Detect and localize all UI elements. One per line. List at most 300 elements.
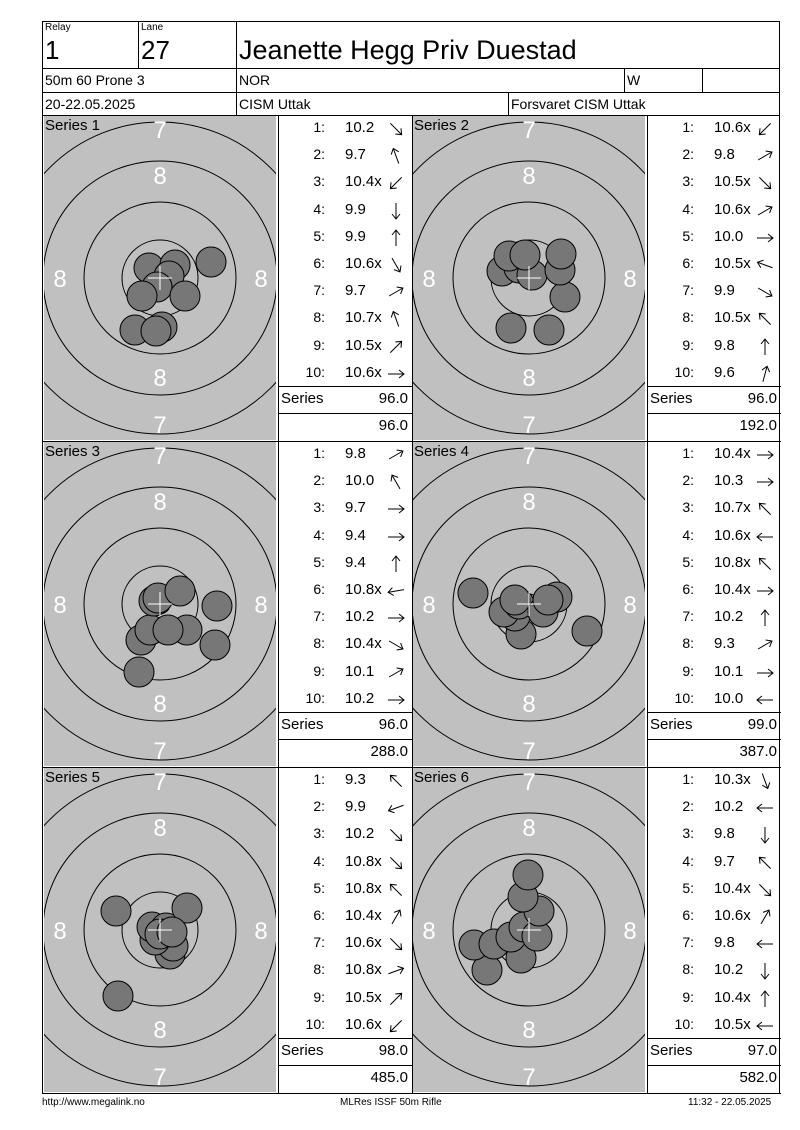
shot-hit — [200, 630, 230, 660]
ring-label: 8 — [254, 266, 268, 293]
target-diagram — [413, 116, 645, 440]
direction-arrow-icon — [385, 691, 407, 709]
competition-name: CISM Uttak — [239, 96, 311, 112]
ring-label: 7 — [522, 117, 536, 144]
shot-score: 10.8x — [345, 961, 382, 979]
direction-arrow-icon — [754, 962, 776, 980]
series-total: 96.0 — [747, 390, 777, 407]
shot-score: 10.4x — [714, 445, 751, 462]
shot-score: 9.9 — [714, 282, 735, 300]
ring-label: 7 — [522, 443, 536, 470]
direction-arrow-icon — [385, 256, 407, 274]
shot-number: 8: — [313, 961, 325, 978]
shot-score: 10.4x — [345, 173, 382, 191]
shot-score: 10.6x — [714, 907, 751, 924]
direction-arrow-icon — [385, 446, 407, 464]
direction-arrow-icon — [754, 881, 776, 899]
shot-hit — [500, 585, 530, 615]
shot-score: 9.4 — [345, 553, 366, 571]
shot-score: 10.5x — [714, 309, 751, 327]
shot-number: 7: — [313, 608, 325, 625]
direction-arrow-icon — [385, 854, 407, 872]
shot-score: 10.5x — [345, 988, 382, 1006]
direction-arrow-icon — [754, 935, 776, 953]
shot-score: 9.7 — [714, 852, 735, 870]
direction-arrow-icon — [754, 990, 776, 1008]
shot-number: 2: — [682, 472, 694, 489]
shot-number: 1: — [682, 445, 694, 461]
divider — [648, 1065, 781, 1066]
ring-label: 8 — [522, 815, 536, 842]
shot-hit — [124, 657, 154, 687]
direction-arrow-icon — [754, 446, 776, 464]
divider — [42, 68, 780, 69]
direction-arrow-icon — [385, 174, 407, 192]
direction-arrow-icon — [385, 147, 407, 165]
series-total-label: Series — [650, 716, 693, 733]
ring-label: 7 — [153, 769, 167, 796]
cumulative-total: 96.0 — [378, 417, 408, 434]
shot-number: 6: — [313, 581, 325, 597]
ring-label: 8 — [422, 592, 436, 619]
shot-number: 7: — [682, 282, 694, 299]
shooter-name: Jeanette Hegg Priv Duestad — [239, 35, 577, 65]
shot-score: 9.6 — [714, 363, 735, 381]
shot-number: 5: — [313, 879, 325, 896]
shot-number: 1: — [682, 771, 694, 787]
direction-arrow-icon — [754, 229, 776, 247]
series-total: 99.0 — [747, 716, 777, 733]
shot-score: 10.6x — [345, 255, 382, 272]
shot-score: 10.0 — [714, 689, 744, 707]
relay-number: 1 — [45, 35, 60, 65]
shot-score: 10.2 — [714, 798, 744, 816]
series-total-label: Series — [281, 716, 324, 733]
shot-score: 10.6x — [714, 119, 751, 136]
target-diagram — [44, 116, 276, 440]
divider — [648, 712, 781, 713]
club-name: Forsvaret CISM Uttak — [511, 96, 646, 112]
shot-hit — [513, 860, 543, 890]
shot-score: 9.8 — [345, 445, 366, 462]
ring-label: 8 — [522, 1017, 536, 1044]
shot-number: 8: — [682, 309, 694, 326]
shot-number: 10: — [674, 363, 694, 380]
shot-number: 10: — [305, 1015, 325, 1032]
shot-score: 10.6x — [345, 363, 382, 381]
footer-software: MLRes ISSF 50m Rifle — [340, 1097, 442, 1108]
ring-label: 8 — [153, 815, 167, 842]
shot-hit — [550, 282, 580, 312]
shot-score: 10.2 — [345, 119, 375, 136]
shot-score: 9.3 — [714, 635, 735, 653]
target-diagram — [413, 768, 645, 1092]
series-total: 96.0 — [378, 390, 408, 407]
shot-score: 10.8x — [714, 553, 751, 571]
shot-score: 10.0 — [345, 472, 375, 490]
ring-label: 8 — [254, 918, 268, 945]
ring-label: 8 — [153, 163, 167, 190]
shot-number: 5: — [313, 227, 325, 244]
shot-number: 7: — [313, 934, 325, 951]
divider — [278, 441, 279, 767]
direction-arrow-icon — [385, 202, 407, 220]
direction-arrow-icon — [385, 283, 407, 301]
series-total-label: Series — [281, 1042, 324, 1059]
shot-number: 2: — [682, 146, 694, 163]
series-title: Series 4 — [414, 443, 470, 460]
shot-score: 10.8x — [345, 852, 382, 870]
shot-number: 1: — [682, 119, 694, 135]
shot-score: 10.2 — [345, 689, 375, 707]
series-total: 98.0 — [378, 1042, 408, 1059]
shot-hit — [157, 917, 187, 947]
direction-arrow-icon — [754, 473, 776, 491]
direction-arrow-icon — [754, 365, 776, 383]
direction-arrow-icon — [754, 1017, 776, 1035]
direction-arrow-icon — [385, 990, 407, 1008]
direction-arrow-icon — [385, 229, 407, 247]
shot-number: 8: — [682, 961, 694, 978]
direction-arrow-icon — [385, 1017, 407, 1035]
series-title: Series 3 — [45, 443, 101, 460]
ring-label: 8 — [422, 266, 436, 293]
ring-label: 8 — [522, 365, 536, 392]
shot-score: 9.8 — [714, 825, 735, 843]
divider — [508, 92, 509, 115]
shot-hit — [165, 576, 195, 606]
shot-score: 10.7x — [345, 309, 382, 327]
direction-arrow-icon — [385, 935, 407, 953]
ring-label: 8 — [623, 266, 637, 293]
shot-score: 9.9 — [345, 227, 366, 245]
divider — [647, 115, 648, 441]
nation: NOR — [239, 72, 271, 88]
shot-hit — [534, 315, 564, 345]
direction-arrow-icon — [385, 528, 407, 546]
ring-label: 7 — [153, 117, 167, 144]
gender: W — [627, 72, 641, 88]
direction-arrow-icon — [754, 338, 776, 356]
divider — [279, 413, 412, 414]
relay-label: Relay — [45, 22, 71, 33]
shot-score: 10.5x — [714, 173, 751, 191]
divider — [624, 68, 625, 92]
shot-number: 4: — [313, 526, 325, 543]
shot-number: 10: — [305, 689, 325, 706]
shot-number: 9: — [682, 662, 694, 679]
shot-score: 10.6x — [345, 934, 382, 952]
shot-number: 3: — [682, 825, 694, 842]
direction-arrow-icon — [754, 256, 776, 274]
shot-score: 10.2 — [345, 825, 375, 843]
divider — [648, 1038, 781, 1039]
shot-number: 2: — [313, 798, 325, 815]
shot-number: 10: — [674, 689, 694, 706]
shot-number: 2: — [313, 146, 325, 163]
shot-number: 6: — [313, 907, 325, 923]
shot-hit — [496, 313, 526, 343]
shot-score: 9.7 — [345, 499, 366, 517]
shot-hit — [170, 281, 200, 311]
shot-hit — [101, 896, 131, 926]
series-title: Series 6 — [414, 769, 470, 786]
shot-hit — [196, 247, 226, 277]
shot-score: 9.8 — [714, 336, 735, 354]
direction-arrow-icon — [385, 582, 407, 600]
shot-number: 6: — [682, 907, 694, 923]
divider — [42, 92, 780, 93]
divider — [279, 1038, 412, 1039]
direction-arrow-icon — [754, 609, 776, 627]
direction-arrow-icon — [754, 826, 776, 844]
shot-score: 10.6x — [714, 526, 751, 544]
lane-number: 27 — [141, 35, 170, 65]
direction-arrow-icon — [385, 664, 407, 682]
shot-score: 9.3 — [345, 771, 366, 788]
direction-arrow-icon — [754, 555, 776, 573]
shot-score: 10.4x — [714, 988, 751, 1006]
shot-number: 5: — [682, 879, 694, 896]
direction-arrow-icon — [385, 120, 407, 138]
ring-label: 7 — [153, 412, 167, 439]
shot-hit — [202, 591, 232, 621]
ring-label: 8 — [53, 266, 67, 293]
ring-label: 8 — [522, 163, 536, 190]
shot-score: 10.4x — [714, 879, 751, 897]
ring-label: 8 — [153, 489, 167, 516]
shot-number: 6: — [682, 255, 694, 271]
shot-hit — [510, 240, 540, 270]
divider — [411, 1093, 781, 1094]
shot-number: 5: — [682, 553, 694, 570]
shot-number: 4: — [313, 852, 325, 869]
direction-arrow-icon — [385, 609, 407, 627]
competition-dates: 20-22.05.2025 — [45, 96, 136, 112]
shot-score: 10.8x — [345, 879, 382, 897]
shot-score: 9.9 — [345, 798, 366, 816]
shot-number: 10: — [674, 1015, 694, 1032]
shot-score: 10.2 — [714, 608, 744, 626]
shot-number: 8: — [313, 635, 325, 652]
direction-arrow-icon — [754, 908, 776, 926]
ring-label: 8 — [254, 592, 268, 619]
series-title: Series 5 — [45, 769, 101, 786]
ring-label: 8 — [522, 691, 536, 718]
shot-number: 3: — [313, 825, 325, 842]
shot-hit — [533, 585, 563, 615]
direction-arrow-icon — [385, 881, 407, 899]
shot-hit — [141, 316, 171, 346]
direction-arrow-icon — [754, 854, 776, 872]
shot-score: 10.8x — [345, 581, 382, 598]
direction-arrow-icon — [385, 772, 407, 790]
ring-label: 7 — [522, 769, 536, 796]
shot-hit — [458, 578, 488, 608]
direction-arrow-icon — [385, 365, 407, 383]
ring-label: 8 — [53, 918, 67, 945]
direction-arrow-icon — [385, 636, 407, 654]
shot-score: 10.3x — [714, 771, 751, 788]
ring-label: 7 — [153, 738, 167, 765]
shot-hit — [103, 981, 133, 1011]
ring-label: 8 — [153, 1017, 167, 1044]
shot-number: 8: — [313, 309, 325, 326]
shot-number: 8: — [682, 635, 694, 652]
shot-score: 10.1 — [345, 662, 375, 680]
shot-score: 10.5x — [345, 336, 382, 354]
shot-number: 9: — [682, 988, 694, 1005]
divider — [647, 441, 648, 767]
cumulative-total: 582.0 — [739, 1069, 777, 1086]
shot-number: 7: — [682, 934, 694, 951]
shot-score: 10.1 — [714, 662, 744, 680]
shot-number: 1: — [313, 445, 325, 461]
divider — [42, 1093, 412, 1094]
divider — [278, 767, 279, 1093]
shot-number: 3: — [682, 499, 694, 516]
shot-number: 3: — [313, 499, 325, 516]
ring-label: 8 — [53, 592, 67, 619]
direction-arrow-icon — [754, 174, 776, 192]
direction-arrow-icon — [385, 826, 407, 844]
ring-label: 7 — [153, 1064, 167, 1091]
series-total-label: Series — [650, 390, 693, 407]
shot-score: 10.0 — [714, 227, 744, 245]
shot-number: 1: — [313, 771, 325, 787]
cumulative-total: 192.0 — [739, 417, 777, 434]
ring-label: 8 — [623, 592, 637, 619]
shot-number: 1: — [313, 119, 325, 135]
divider — [648, 386, 781, 387]
shot-score: 10.7x — [714, 499, 751, 517]
shot-hit — [546, 239, 576, 269]
divider — [279, 386, 412, 387]
event-name: 50m 60 Prone 3 — [45, 72, 145, 88]
target-diagram — [413, 442, 645, 766]
shot-score: 9.7 — [345, 146, 366, 164]
direction-arrow-icon — [754, 120, 776, 138]
shot-score: 9.8 — [714, 934, 735, 952]
shot-number: 2: — [682, 798, 694, 815]
shot-score: 10.2 — [345, 608, 375, 626]
shot-number: 7: — [682, 608, 694, 625]
shot-score: 10.5x — [714, 1015, 751, 1033]
series-title: Series 2 — [414, 117, 470, 134]
ring-label: 8 — [422, 918, 436, 945]
shot-score: 9.4 — [345, 526, 366, 544]
shot-score: 10.4x — [714, 581, 751, 598]
shot-number: 9: — [313, 336, 325, 353]
shot-score: 10.6x — [714, 200, 751, 218]
ring-label: 8 — [623, 918, 637, 945]
direction-arrow-icon — [385, 799, 407, 817]
direction-arrow-icon — [385, 962, 407, 980]
shot-score: 10.4x — [345, 635, 382, 653]
shot-number: 4: — [682, 526, 694, 543]
direction-arrow-icon — [754, 202, 776, 220]
ring-label: 7 — [522, 1064, 536, 1091]
series-total: 96.0 — [378, 716, 408, 733]
ring-label: 8 — [153, 691, 167, 718]
ring-label: 8 — [153, 365, 167, 392]
direction-arrow-icon — [754, 528, 776, 546]
shot-number: 6: — [313, 255, 325, 271]
divider — [279, 739, 412, 740]
shot-number: 4: — [313, 200, 325, 217]
direction-arrow-icon — [385, 500, 407, 518]
direction-arrow-icon — [754, 283, 776, 301]
shot-number: 3: — [313, 173, 325, 190]
direction-arrow-icon — [754, 500, 776, 518]
shot-number: 4: — [682, 852, 694, 869]
shot-score: 10.3 — [714, 472, 744, 490]
shot-score: 10.6x — [345, 1015, 382, 1033]
shot-number: 5: — [682, 227, 694, 244]
lane-label: Lane — [141, 22, 164, 33]
shot-number: 4: — [682, 200, 694, 217]
divider — [648, 739, 781, 740]
direction-arrow-icon — [754, 310, 776, 328]
target-diagram — [44, 442, 276, 766]
shot-score: 10.2 — [714, 961, 744, 979]
series-title: Series 1 — [45, 117, 101, 134]
series-total-label: Series — [281, 390, 324, 407]
direction-arrow-icon — [385, 555, 407, 573]
direction-arrow-icon — [754, 636, 776, 654]
shot-number: 5: — [313, 553, 325, 570]
target-diagram — [44, 768, 276, 1092]
direction-arrow-icon — [754, 664, 776, 682]
shot-hit — [153, 615, 183, 645]
divider — [647, 767, 648, 1093]
divider — [648, 413, 781, 414]
divider — [278, 115, 279, 441]
shot-number: 7: — [313, 282, 325, 299]
shot-number: 9: — [682, 336, 694, 353]
cumulative-total: 485.0 — [370, 1069, 408, 1086]
direction-arrow-icon — [385, 338, 407, 356]
shot-score: 9.7 — [345, 282, 366, 300]
direction-arrow-icon — [385, 310, 407, 328]
series-total: 97.0 — [747, 1042, 777, 1059]
ring-label: 8 — [522, 489, 536, 516]
shot-number: 10: — [305, 363, 325, 380]
shot-number: 9: — [313, 662, 325, 679]
direction-arrow-icon — [754, 582, 776, 600]
shot-hit — [572, 616, 602, 646]
ring-label: 7 — [522, 738, 536, 765]
series-total-label: Series — [650, 1042, 693, 1059]
shot-score: 9.8 — [714, 146, 735, 164]
divider — [138, 21, 139, 68]
shot-score: 10.4x — [345, 907, 382, 924]
direction-arrow-icon — [754, 799, 776, 817]
divider — [702, 68, 703, 92]
cumulative-total: 288.0 — [370, 743, 408, 760]
direction-arrow-icon — [385, 473, 407, 491]
shot-number: 6: — [682, 581, 694, 597]
footer-url[interactable]: http://www.megalink.no — [42, 1097, 145, 1108]
footer-timestamp: 11:32 - 22.05.2025 — [688, 1097, 772, 1108]
shot-number: 9: — [313, 988, 325, 1005]
direction-arrow-icon — [754, 147, 776, 165]
divider — [279, 1065, 412, 1066]
shot-number: 2: — [313, 472, 325, 489]
cumulative-total: 387.0 — [739, 743, 777, 760]
direction-arrow-icon — [754, 772, 776, 790]
direction-arrow-icon — [754, 691, 776, 709]
